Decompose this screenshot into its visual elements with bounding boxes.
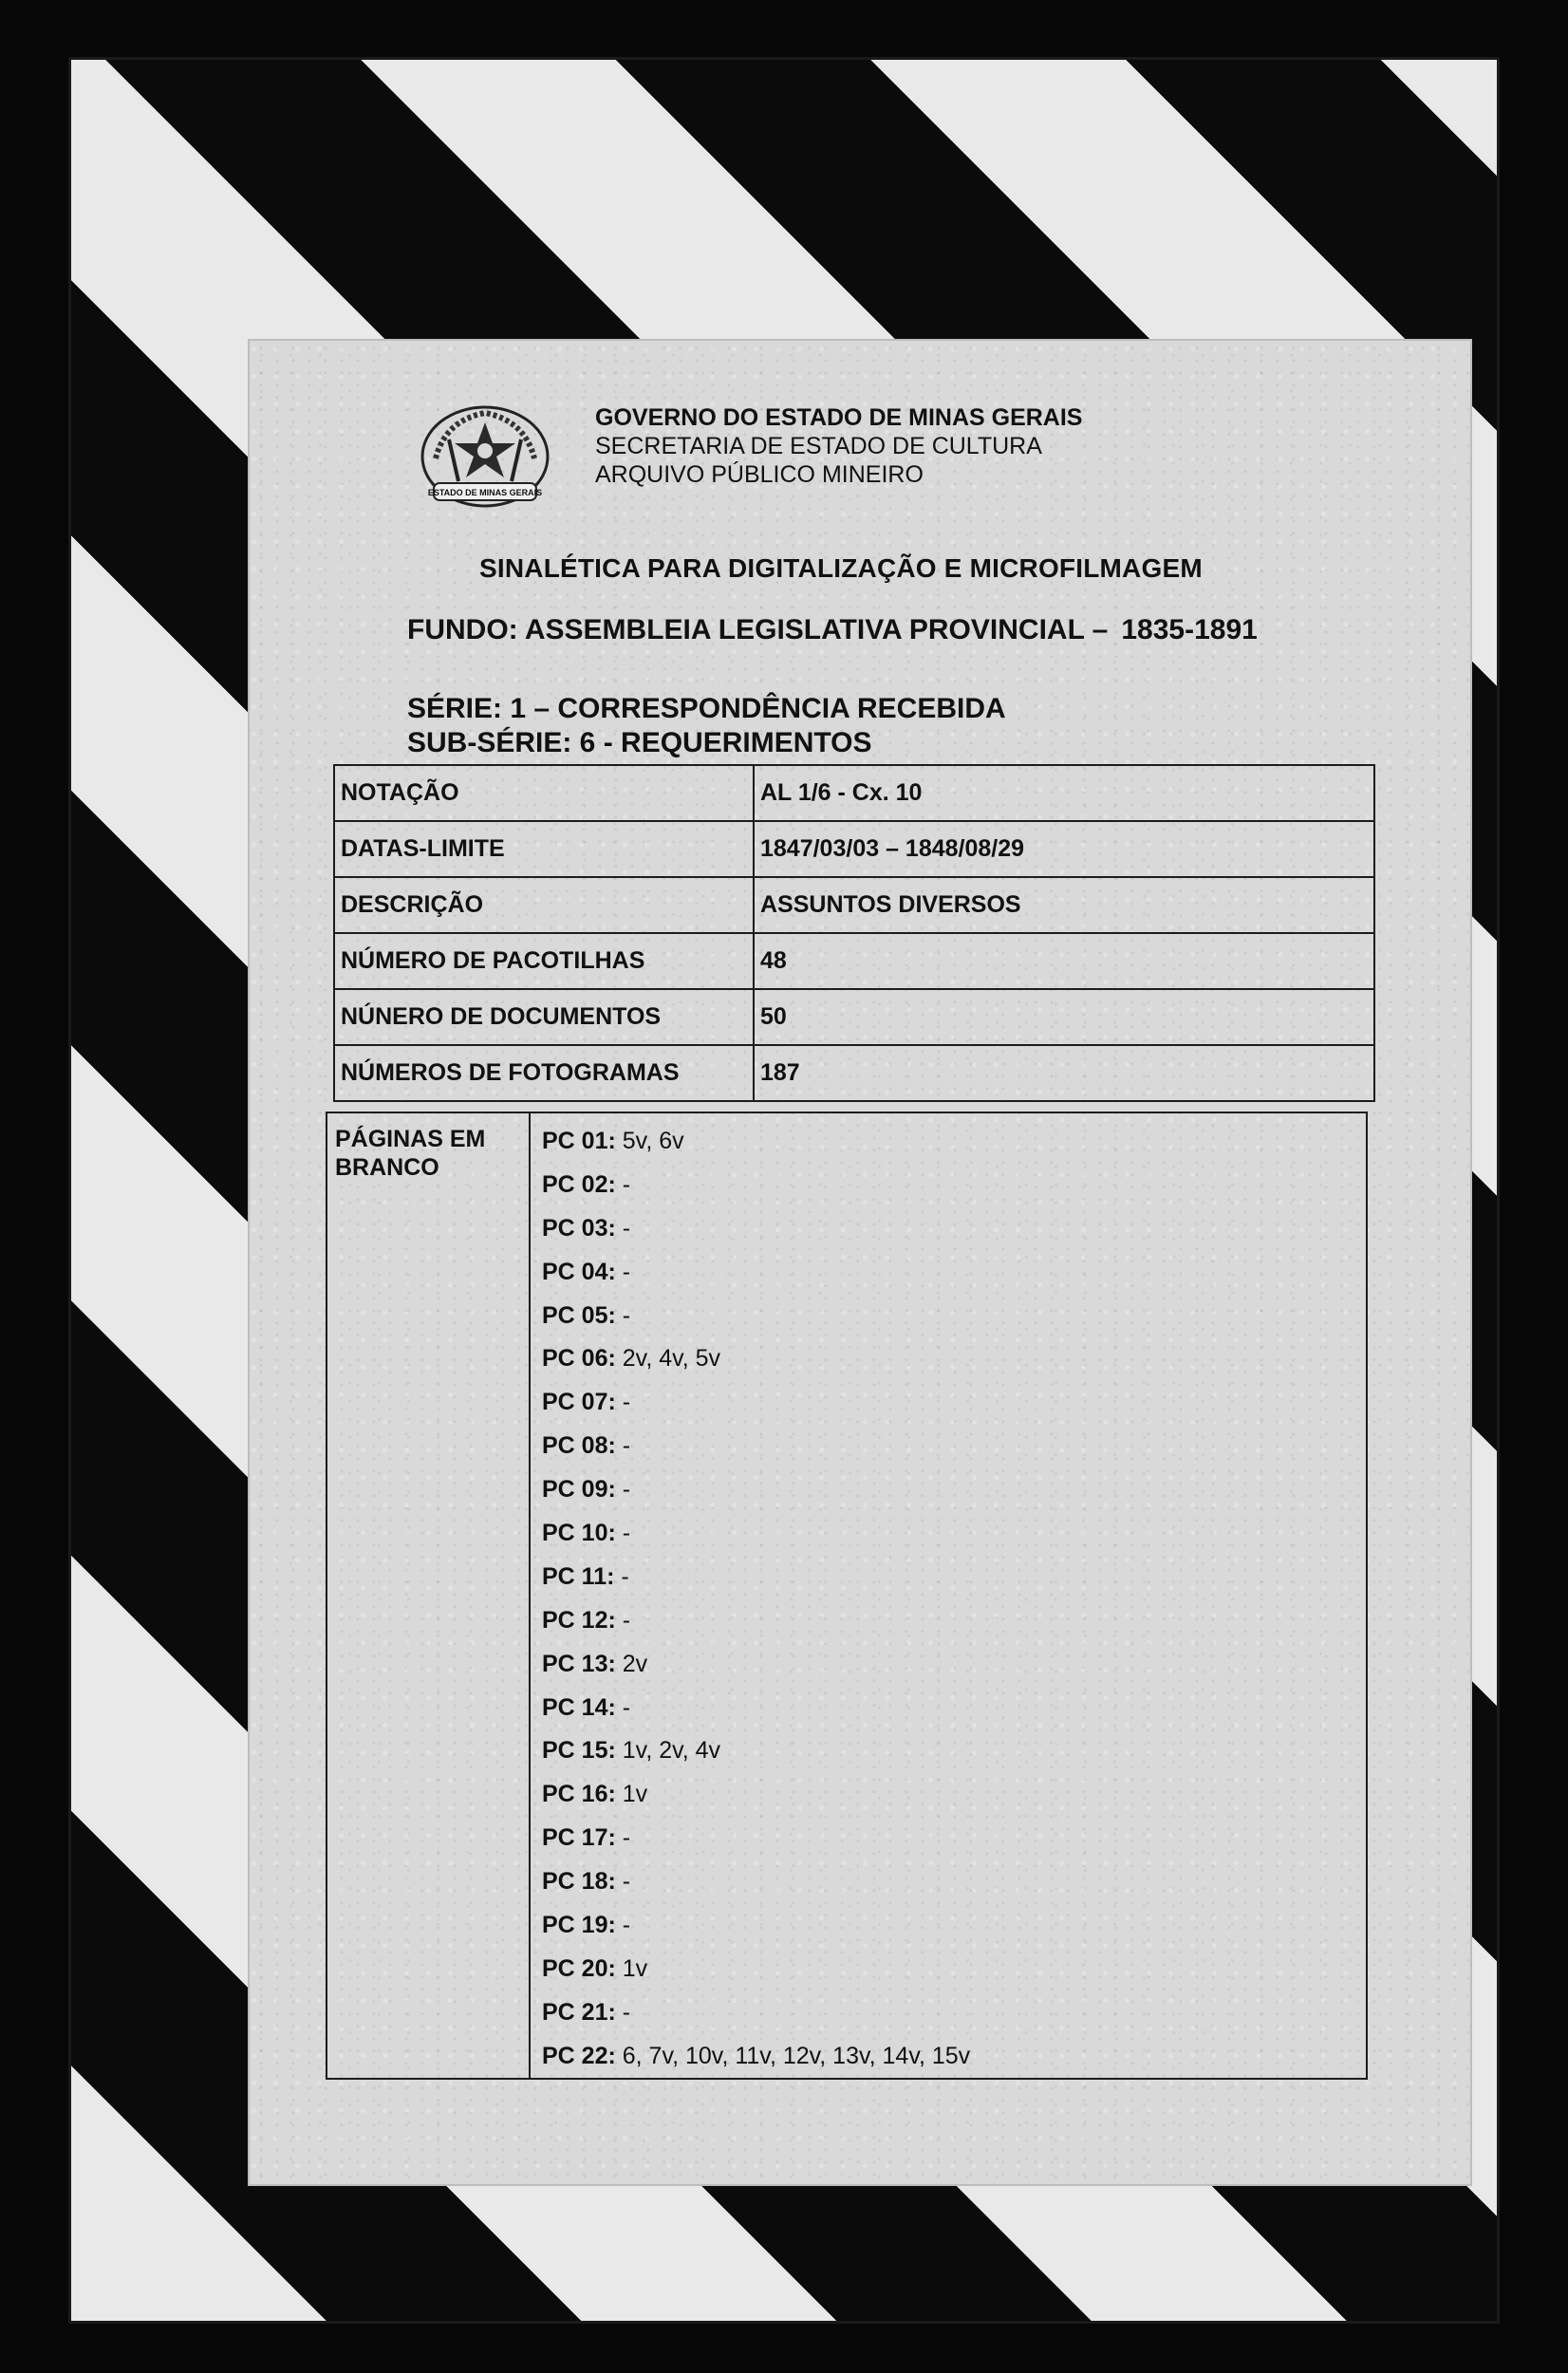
pc-pages: 1v, 2v, 4v bbox=[622, 1737, 721, 1765]
pc-pages: - bbox=[622, 1301, 631, 1329]
pc-code: PC 15: bbox=[542, 1737, 616, 1765]
table-row bbox=[334, 765, 1374, 821]
list-item bbox=[542, 1299, 970, 1343]
svg-text:ESTADO DE MINAS GERAIS: ESTADO DE MINAS GERAIS bbox=[427, 488, 543, 497]
pc-pages: 1v bbox=[622, 1954, 648, 1982]
pc-code: PC 16: bbox=[542, 1781, 616, 1808]
field-label: NÚNERO DE DOCUMENTOS bbox=[334, 989, 754, 1045]
list-item bbox=[542, 1212, 970, 1256]
serie-line: SÉRIE: 1 – CORRESPONDÊNCIA RECEBIDA bbox=[407, 693, 1006, 724]
list-item bbox=[542, 1865, 970, 1909]
pc-pages: - bbox=[622, 1170, 631, 1198]
metadata-table bbox=[333, 764, 1375, 1102]
pc-pages: - bbox=[622, 1389, 631, 1416]
list-item bbox=[542, 1517, 970, 1560]
pc-code: PC 19: bbox=[542, 1912, 616, 1939]
subserie-line: SUB-SÉRIE: 6 - REQUERIMENTOS bbox=[407, 727, 872, 758]
list-item bbox=[542, 1822, 970, 1865]
pc-code: PC 11: bbox=[542, 1562, 615, 1590]
list-item bbox=[542, 1734, 970, 1778]
field-label: DESCRIÇÃO bbox=[334, 877, 754, 933]
state-coat-of-arms-icon bbox=[417, 402, 553, 515]
pc-code: PC 12: bbox=[542, 1606, 616, 1634]
pc-pages: 6, 7v, 10v, 11v, 12v, 13v, 14v, 15v bbox=[622, 2042, 971, 2069]
pc-code: PC 17: bbox=[542, 1824, 616, 1852]
pc-code: PC 03: bbox=[542, 1214, 616, 1242]
pc-code: PC 13: bbox=[542, 1650, 616, 1677]
pc-pages: - bbox=[622, 1912, 631, 1939]
field-label: DATAS-LIMITE bbox=[334, 821, 754, 877]
fundo-years: 1835-1891 bbox=[1121, 614, 1258, 645]
list-item bbox=[542, 1909, 970, 1953]
table-row bbox=[334, 1045, 1374, 1101]
list-item bbox=[542, 1429, 970, 1473]
pc-pages: 2v, 4v, 5v bbox=[622, 1345, 721, 1373]
field-value: 187 bbox=[754, 1045, 1374, 1101]
field-value: 48 bbox=[754, 933, 1374, 989]
list-item bbox=[542, 1953, 970, 1996]
government-name: GOVERNO DO ESTADO DE MINAS GERAIS bbox=[595, 404, 1083, 431]
list-item bbox=[542, 1691, 970, 1735]
blank-pages-section bbox=[326, 1112, 1368, 2080]
list-item bbox=[542, 1168, 970, 1212]
pc-pages: - bbox=[622, 1476, 631, 1504]
pc-pages: - bbox=[621, 1562, 629, 1590]
striped-target-board bbox=[68, 57, 1500, 2324]
field-value: AL 1/6 - Cx. 10 bbox=[754, 765, 1374, 821]
list-item bbox=[542, 1473, 970, 1517]
pc-code: PC 08: bbox=[542, 1432, 616, 1460]
list-item bbox=[542, 1125, 970, 1168]
list-item bbox=[542, 1386, 970, 1429]
secretariat-name: SECRETARIA DE ESTADO DE CULTURA bbox=[595, 433, 1042, 459]
pc-code: PC 04: bbox=[542, 1258, 616, 1285]
pc-pages: - bbox=[622, 1520, 631, 1547]
field-value: 50 bbox=[754, 989, 1374, 1045]
list-item bbox=[542, 1996, 970, 2040]
field-label: NOTAÇÃO bbox=[334, 765, 754, 821]
list-item bbox=[542, 2040, 970, 2083]
pc-code: PC 18: bbox=[542, 1868, 616, 1896]
pc-pages: - bbox=[622, 1998, 631, 2026]
fundo-label: FUNDO: ASSEMBLEIA LEGISLATIVA PROVINCIAL – bbox=[407, 614, 1109, 645]
pc-pages: - bbox=[622, 1258, 631, 1285]
archive-name: ARQUIVO PÚBLICO MINEIRO bbox=[595, 461, 924, 488]
table-row bbox=[334, 933, 1374, 989]
document-title: SINALÉTICA PARA DIGITALIZAÇÃO E MICROFILMAGEM bbox=[479, 553, 1203, 583]
list-item bbox=[542, 1256, 970, 1299]
pc-code: PC 09: bbox=[542, 1476, 616, 1504]
pc-code: PC 01: bbox=[542, 1128, 616, 1154]
pc-pages: - bbox=[622, 1214, 631, 1242]
pc-code: PC 05: bbox=[542, 1301, 616, 1329]
pc-code: PC 02: bbox=[542, 1170, 616, 1198]
list-item bbox=[542, 1648, 970, 1691]
list-item bbox=[542, 1778, 970, 1822]
pc-code: PC 14: bbox=[542, 1693, 616, 1721]
blank-pages-label bbox=[327, 1113, 531, 2078]
pc-code: PC 20: bbox=[542, 1954, 616, 1982]
field-label: NÚMERO DE PACOTILHAS bbox=[334, 933, 754, 989]
fundo-line bbox=[407, 614, 1258, 646]
table-row bbox=[334, 821, 1374, 877]
pc-pages: 2v bbox=[622, 1650, 648, 1677]
pc-code: PC 22: bbox=[542, 2042, 616, 2069]
pc-pages: - bbox=[622, 1606, 631, 1634]
pc-code: PC 07: bbox=[542, 1389, 616, 1416]
pc-pages: 5v, 6v bbox=[622, 1128, 684, 1154]
field-label: NÚMEROS DE FOTOGRAMAS bbox=[334, 1045, 754, 1101]
pc-pages: - bbox=[622, 1824, 631, 1852]
blank-pages-list bbox=[542, 1125, 970, 2083]
field-value: 1847/03/03 – 1848/08/29 bbox=[754, 821, 1374, 877]
list-item bbox=[542, 1604, 970, 1648]
institution-header bbox=[595, 403, 1082, 489]
pc-pages: - bbox=[622, 1868, 631, 1896]
table-row bbox=[334, 989, 1374, 1045]
blank-pages-label-line: BRANCO bbox=[335, 1154, 439, 1181]
pc-pages: 1v bbox=[622, 1781, 648, 1808]
pc-code: PC 21: bbox=[542, 1998, 616, 2026]
table-row bbox=[334, 877, 1374, 933]
list-item bbox=[542, 1560, 970, 1604]
pc-pages: - bbox=[622, 1432, 631, 1460]
document-sheet bbox=[250, 341, 1470, 2184]
blank-pages-label-line: PÁGINAS EM bbox=[335, 1126, 486, 1152]
list-item bbox=[542, 1342, 970, 1386]
field-value: ASSUNTOS DIVERSOS bbox=[754, 877, 1374, 933]
series-block bbox=[407, 692, 1006, 760]
pc-code: PC 10: bbox=[542, 1520, 616, 1547]
pc-pages: - bbox=[622, 1693, 631, 1721]
pc-code: PC 06: bbox=[542, 1345, 616, 1373]
